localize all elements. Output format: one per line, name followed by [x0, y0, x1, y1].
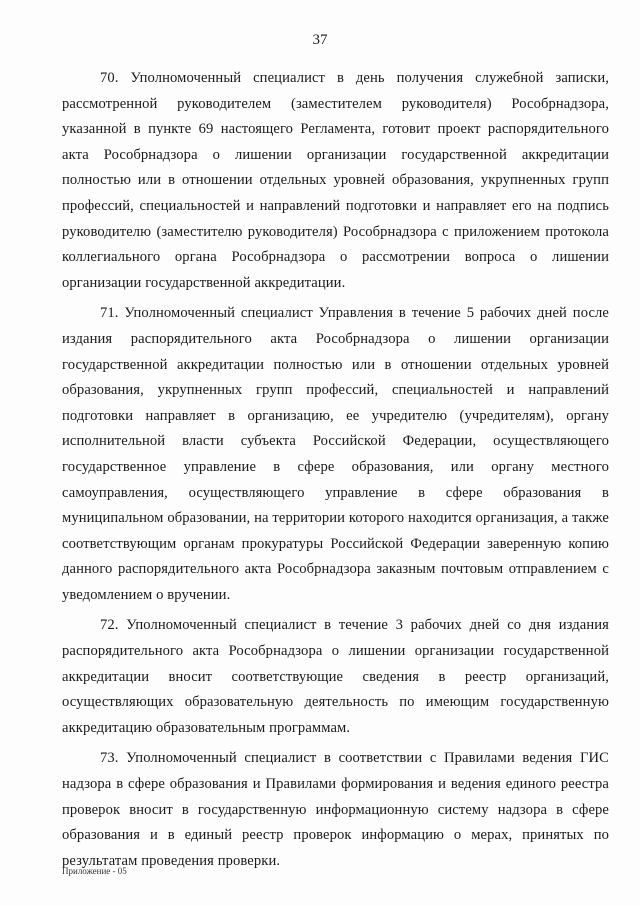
- page-number: 37: [312, 32, 328, 48]
- paragraph-72: 72. Уполномоченный специалист в течение 3 рабочих дней со дня издания распорядительного акта Рособрнадзора о лишении организации государственной аккредитации вносит соответствующие сведения в реестр организаций, осуществляющих образовательную деятельность по имеющим государственную аккредитацию образовательным программам.: [62, 617, 609, 736]
- paragraph-73: 73. Уполномоченный специалист в соответствии с Правилами ведения ГИС надзора в сфере образования и Правилами формирования и ведения единого реестра проверок вносит в государственную информационную систему надзора в сфере образования и в единый реестр проверок информацию о мерах, принятых по результатам проведения проверки.: [62, 750, 609, 869]
- paragraph-71: 71. Уполномоченный специалист Управления в течение 5 рабочих дней после издания распорядительного акта Рособрнадзора о лишении организации государственной аккредитации полностью или в отношении отдельных уровней образования, укрупненных групп профессий, специальностей и направлений подготовки направляет в организацию, ее учредителю (учредителям), органу исполнительной власти субъекта Российской Федерации, осуществляющего государственное управление в сфере образования, или органу местного самоуправления, осуществляющего управление в сфере образования в муниципальном образовании, на территории которого находится организация, а также соответствующим органам прокуратуры Российской Федерации заверенную копию данного распорядительного акта Рособрнадзора заказным почтовым отправлением с уведомлением о вручении.: [62, 305, 609, 603]
- document-body: [62, 66, 609, 879]
- footer-label: Приложение - 05: [62, 866, 127, 876]
- paragraph-70: 70. Уполномоченный специалист в день получения служебной записки, рассмотренной руководителем (заместителем руководителя) Рособрнадзора, указанной в пункте 69 настоящего Регламента, готовит проект распорядительного акта Рособрнадзора о лишении организации государственной аккредитации полностью или в отношении отдельных уровней образования, укрупненных групп профессий, специальностей и направлений подготовки и направляет его на подпись руководителю (заместителю руководителя) Рособрнадзора с приложением протокола коллегиального органа Рособрнадзора о рассмотрении вопроса о лишении организации государственной аккредитации.: [62, 70, 609, 291]
